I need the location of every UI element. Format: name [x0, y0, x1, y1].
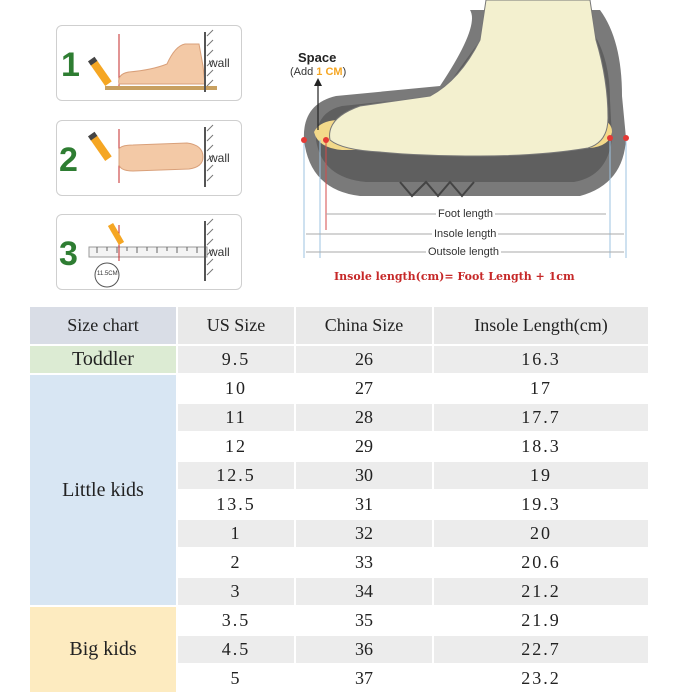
add-space-label: (Add 1 CM) — [290, 66, 347, 78]
insole-length-cell: 17.7 — [434, 404, 648, 431]
table-row — [30, 375, 648, 402]
step-1-wall-label: wall — [209, 56, 230, 70]
insole-length-cell: 16.3 — [434, 346, 648, 373]
step-1-card — [56, 25, 242, 101]
foot-length-label: Foot length — [438, 208, 494, 220]
step-1-number: 1 — [61, 46, 80, 84]
china-size-cell: 33 — [296, 549, 432, 576]
size-group-label: Little kids — [30, 375, 176, 605]
outsole-length-label: Outsole length — [428, 246, 499, 258]
china-size-cell: 30 — [296, 462, 432, 489]
china-size-cell: 34 — [296, 578, 432, 605]
size-group-label: Big kids — [30, 607, 176, 692]
us-size-cell: 10 — [178, 375, 294, 402]
insole-length-cell: 17 — [434, 375, 648, 402]
china-size-cell: 32 — [296, 520, 432, 547]
insole-length-cell: 19.3 — [434, 491, 648, 518]
header-insole-length: Insole Length(cm) — [434, 307, 648, 344]
china-size-cell: 28 — [296, 404, 432, 431]
china-size-cell: 35 — [296, 607, 432, 634]
insole-length-cell: 22.7 — [434, 636, 648, 663]
pencil-icon — [108, 223, 124, 245]
insole-length-label: Insole length — [434, 228, 497, 240]
size-chart-table — [28, 305, 650, 694]
measuring-steps — [0, 0, 290, 300]
insole-formula: Insole length(cm)= Foot Length + 1cm — [334, 270, 575, 283]
header-us-size: US Size — [178, 307, 294, 344]
step-3-number: 3 — [59, 235, 78, 273]
insole-length-cell: 21.9 — [434, 607, 648, 634]
china-size-cell: 27 — [296, 375, 432, 402]
china-size-cell: 37 — [296, 665, 432, 692]
table-row — [30, 607, 648, 634]
pencil-icon — [88, 132, 112, 161]
header-china-size: China Size — [296, 307, 432, 344]
size-group-label: Toddler — [30, 346, 176, 373]
us-size-cell: 12 — [178, 433, 294, 460]
insole-length-cell: 19 — [434, 462, 648, 489]
step-3-card — [56, 214, 242, 290]
us-size-cell: 5 — [178, 665, 294, 692]
us-size-cell: 1 — [178, 520, 294, 547]
step-3-measurement: 11.5CM — [97, 271, 118, 277]
us-size-cell: 9.5 — [178, 346, 294, 373]
us-size-cell: 3 — [178, 578, 294, 605]
table-body — [30, 346, 648, 692]
china-size-cell: 26 — [296, 346, 432, 373]
insole-length-cell: 20 — [434, 520, 648, 547]
step-2-card — [56, 120, 242, 196]
insole-length-cell: 21.2 — [434, 578, 648, 605]
space-label: Space — [298, 50, 337, 65]
pencil-icon — [88, 57, 112, 86]
step-3-wall-label: wall — [209, 245, 230, 259]
us-size-cell: 3.5 — [178, 607, 294, 634]
table-header-row — [30, 307, 648, 344]
china-size-cell: 36 — [296, 636, 432, 663]
us-size-cell: 12.5 — [178, 462, 294, 489]
step-2-number: 2 — [59, 141, 78, 179]
china-size-cell: 31 — [296, 491, 432, 518]
table-row — [30, 346, 648, 373]
insole-length-cell: 23.2 — [434, 665, 648, 692]
header-size-chart: Size chart — [30, 307, 176, 344]
us-size-cell: 2 — [178, 549, 294, 576]
shoe-diagram — [290, 0, 676, 300]
insole-length-cell: 18.3 — [434, 433, 648, 460]
us-size-cell: 11 — [178, 404, 294, 431]
us-size-cell: 4.5 — [178, 636, 294, 663]
step-2-wall-label: wall — [209, 151, 230, 165]
insole-length-cell: 20.6 — [434, 549, 648, 576]
china-size-cell: 29 — [296, 433, 432, 460]
us-size-cell: 13.5 — [178, 491, 294, 518]
